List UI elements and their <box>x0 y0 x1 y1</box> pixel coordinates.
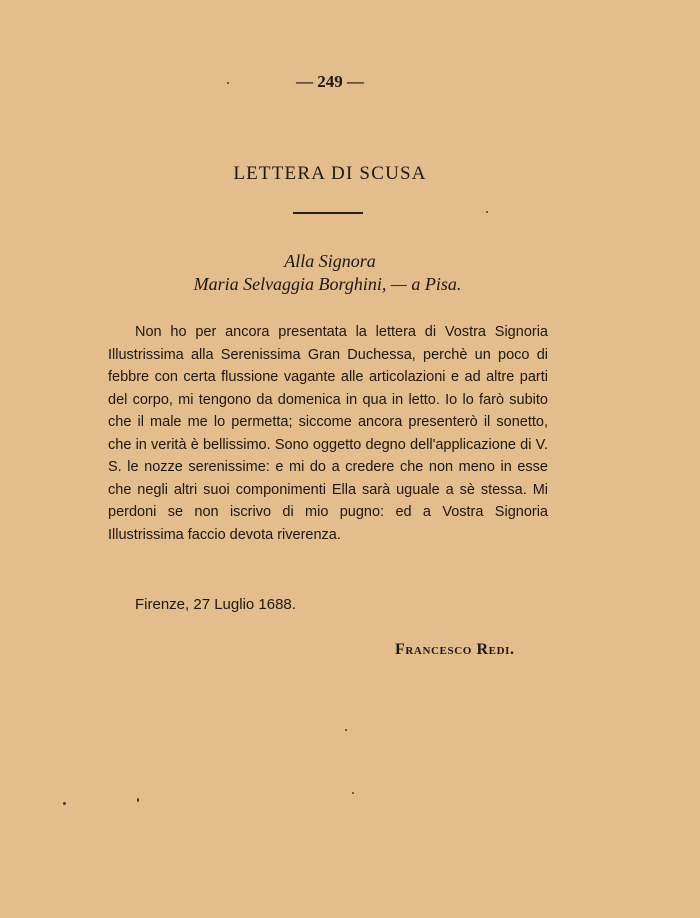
title-rule <box>293 212 363 214</box>
paper-speck <box>352 792 354 794</box>
dedication-line-2: Maria Selvaggia Borghini, — a Pisa. <box>193 274 462 294</box>
signature: Francesco Redi. <box>395 641 515 658</box>
dedication-line-1: Alla Signora <box>284 251 376 271</box>
paper-speck <box>227 82 229 84</box>
dateline: Firenze, 27 Luglio 1688. <box>135 596 296 613</box>
paper-speck <box>63 802 66 805</box>
paper-speck <box>486 211 488 213</box>
paper-speck <box>345 729 347 731</box>
letter-body: Non ho per ancora presentata la lettera di Vostra Signoria Illustrissima alla Serenissima Gran Duchessa, perchè un poco di febbre con certa flussione vagante alle articolazioni e ad altre parti del corpo, mi tengono da domenica in qua in letto. Io lo farò subito che il male me lo permetta; siccome ancora presenterò il sonetto, che in verità è bellissimo. Sono oggetto degno dell'applicazione di V. S. le nozze serenissime: e mi do a credere che non meno in esse che negli altri suoi componimenti Ella sarà uguale a sè stessa. Mi perdoni se non iscrivo di mio pugno: ed a Vostra Signoria Illustrissima faccio devota riverenza. <box>108 324 548 543</box>
paper-speck <box>137 798 139 802</box>
page-number: — 249 — <box>296 72 364 91</box>
letter-title: LETTERA DI SCUSA <box>233 163 427 184</box>
